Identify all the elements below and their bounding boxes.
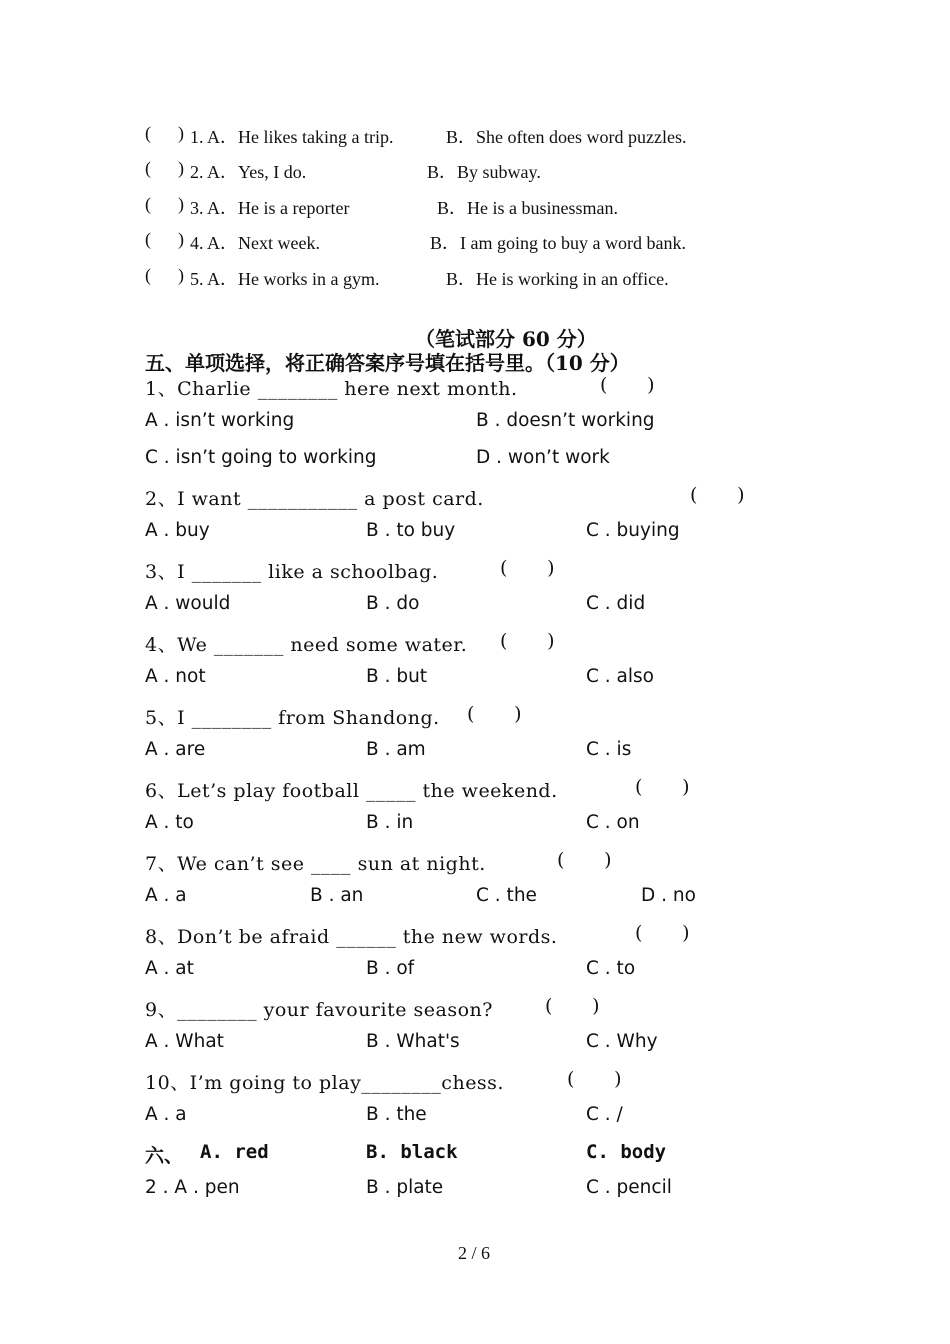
listening-option-b-5: B．He is working in an office. xyxy=(446,269,669,289)
answer-bracket-8: ( ) xyxy=(635,922,691,944)
section-6-row2-a: 2 . A . pen xyxy=(145,1177,240,1198)
q6-option-a: A . to xyxy=(145,812,194,833)
answer-bracket-2: ( ) xyxy=(690,484,746,506)
q8-option-a: A . at xyxy=(145,958,194,979)
section-6-row2-b: B . plate xyxy=(366,1177,444,1198)
q1-option-c: C . isn’t going to working xyxy=(145,447,377,468)
question-2: 2、I want ___________ a post card. xyxy=(145,488,484,510)
listening-bracket-2: ( ) xyxy=(145,158,184,178)
question-1: 1、Charlie ________ here next month. xyxy=(145,378,518,400)
written-part-title: （笔试部分 60 分） xyxy=(415,327,597,351)
q3-option-c: C . did xyxy=(586,593,646,614)
q9-option-b: B . What's xyxy=(366,1031,460,1052)
question-4: 4、We _______ need some water. xyxy=(145,634,468,656)
section-6-label: 六、 xyxy=(145,1145,184,1167)
q5-option-c: C . is xyxy=(586,739,632,760)
answer-bracket-10: ( ) xyxy=(567,1068,623,1090)
listening-option-a-3: 3. A．He is a reporter xyxy=(190,198,350,218)
q2-option-c: C . buying xyxy=(586,520,680,541)
q7-option-c: C . the xyxy=(476,885,537,906)
listening-bracket-5: ( ) xyxy=(145,265,184,285)
listening-option-a-5: 5. A．He works in a gym. xyxy=(190,269,380,289)
question-6: 6、Let’s play football _____ the weekend. xyxy=(145,780,558,802)
q10-option-a: A . a xyxy=(145,1104,187,1125)
q1-option-a: A . isn’t working xyxy=(145,410,295,431)
q1-option-b: B . doesn’t working xyxy=(476,410,655,431)
question-5: 5、I ________ from Shandong. xyxy=(145,707,440,729)
q4-option-a: A . not xyxy=(145,666,206,687)
q4-option-b: B . but xyxy=(366,666,428,687)
section-5-title: 五、单项选择，将正确答案序号填在括号里。（10 分） xyxy=(145,351,630,375)
listening-bracket-3: ( ) xyxy=(145,194,184,214)
q3-option-b: B . do xyxy=(366,593,420,614)
q7-option-b: B . an xyxy=(310,885,364,906)
q8-option-c: C . to xyxy=(586,958,636,979)
q2-option-b: B . to buy xyxy=(366,520,456,541)
answer-bracket-5: ( ) xyxy=(467,703,523,725)
question-8: 8、Don’t be afraid ______ the new words. xyxy=(145,926,558,948)
section-6-option-c: C. body xyxy=(586,1141,667,1163)
listening-option-a-1: 1. A．He likes taking a trip. xyxy=(190,127,394,147)
section-6-row2-c: C . pencil xyxy=(586,1177,672,1198)
q5-option-a: A . are xyxy=(145,739,206,760)
q7-option-a: A . a xyxy=(145,885,187,906)
question-9: 9、________ your favourite season? xyxy=(145,999,493,1021)
q10-option-c: C . / xyxy=(586,1104,623,1125)
q1-option-d: D . won’t work xyxy=(476,447,610,468)
page-number: 2 / 6 xyxy=(458,1243,491,1263)
q6-option-b: B . in xyxy=(366,812,414,833)
section-6-option-a: A. red xyxy=(200,1141,269,1163)
q10-option-b: B . the xyxy=(366,1104,427,1125)
question-7: 7、We can’t see ____ sun at night. xyxy=(145,853,486,875)
listening-option-a-2: 2. A．Yes, I do. xyxy=(190,162,307,182)
listening-option-b-1: B．She often does word puzzles. xyxy=(446,127,687,147)
q2-option-a: A . buy xyxy=(145,520,210,541)
listening-bracket-4: ( ) xyxy=(145,229,184,249)
answer-bracket-4: ( ) xyxy=(500,630,556,652)
q9-option-c: C . Why xyxy=(586,1031,658,1052)
q4-option-c: C . also xyxy=(586,666,654,687)
answer-bracket-9: ( ) xyxy=(545,995,601,1017)
answer-bracket-6: ( ) xyxy=(635,776,691,798)
listening-option-b-4: B．I am going to buy a word bank. xyxy=(430,233,686,253)
listening-option-b-3: B．He is a businessman. xyxy=(437,198,618,218)
answer-bracket-7: ( ) xyxy=(557,849,613,871)
q6-option-c: C . on xyxy=(586,812,640,833)
section-6-option-b: B. black xyxy=(366,1141,458,1163)
listening-option-a-4: 4. A．Next week. xyxy=(190,233,320,253)
q3-option-a: A . would xyxy=(145,593,231,614)
q9-option-a: A . What xyxy=(145,1031,224,1052)
q7-option-d: D . no xyxy=(641,885,696,906)
listening-bracket-1: ( ) xyxy=(145,123,184,143)
question-3: 3、I _______ like a schoolbag. xyxy=(145,561,439,583)
answer-bracket-3: ( ) xyxy=(500,557,556,579)
listening-option-b-2: B．By subway. xyxy=(427,162,541,182)
question-10: 10、I’m going to play________chess. xyxy=(145,1072,504,1094)
answer-bracket-1: ( ) xyxy=(600,374,656,396)
q8-option-b: B . of xyxy=(366,958,415,979)
q5-option-b: B . am xyxy=(366,739,426,760)
